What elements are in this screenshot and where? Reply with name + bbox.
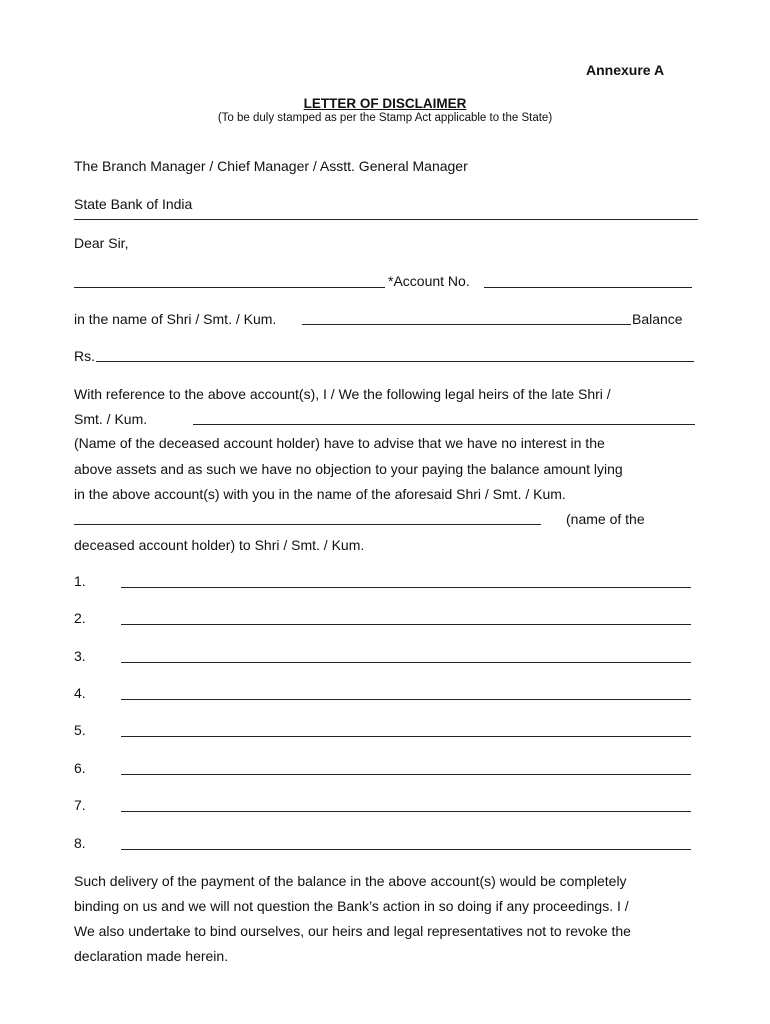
depositor-name-field[interactable] [74, 287, 385, 288]
heir-name-field[interactable] [121, 849, 691, 850]
heir-number: 7. [74, 797, 86, 813]
heir-number: 2. [74, 610, 86, 626]
body-line-6: (name of the [566, 511, 645, 527]
heir-number: 8. [74, 835, 86, 851]
heir-name-field[interactable] [121, 736, 691, 737]
heir-name-field[interactable] [121, 587, 691, 588]
heir-number: 5. [74, 722, 86, 738]
closing-line-2: binding on us and we will not question the Bank’s action in so doing if any proceedings. I / [74, 898, 629, 914]
rs-label: Rs. [74, 348, 95, 364]
heir-number: 4. [74, 685, 86, 701]
body-line-5: in the above account(s) with you in the name of the aforesaid Shri / Smt. / Kum. [74, 486, 566, 502]
balance-amount-field[interactable] [96, 361, 694, 362]
balance-label: Balance [632, 311, 683, 327]
heir-number: 1. [74, 573, 86, 589]
heir-name-field[interactable] [121, 699, 691, 700]
body-line-4: above assets and as such we have no objection to your paying the balance amount lying [74, 461, 623, 477]
name-row-label: in the name of Shri / Smt. / Kum. [74, 311, 277, 327]
heir-name-field[interactable] [121, 774, 691, 775]
closing-line-3: We also undertake to bind ourselves, our heirs and legal representatives not to revoke the [74, 923, 631, 939]
deceased-name-field[interactable] [193, 424, 695, 425]
closing-line-4: declaration made herein. [74, 948, 229, 964]
body-line-1: With reference to the above account(s), I / We the following legal heirs of the late Shri / [74, 386, 611, 402]
salutation: Dear Sir, [74, 235, 129, 251]
account-no-field[interactable] [484, 287, 692, 288]
heir-name-field[interactable] [121, 662, 691, 663]
body-line-7: deceased account holder) to Shri / Smt. / Kum. [74, 537, 365, 553]
heir-number: 3. [74, 648, 86, 664]
body-line-3: (Name of the deceased account holder) have to advise that we have no interest in the [74, 435, 605, 451]
aforesaid-name-field[interactable] [74, 524, 541, 525]
addressee-line-1: The Branch Manager / Chief Manager / Asstt. General Manager [74, 158, 468, 174]
annexure-label: Annexure A [586, 62, 665, 78]
heir-name-field[interactable] [121, 624, 691, 625]
document-subtitle: (To be duly stamped as per the Stamp Act applicable to the State) [217, 112, 553, 124]
heir-name-field[interactable] [121, 811, 691, 812]
heir-number: 6. [74, 760, 86, 776]
body-line-2: Smt. / Kum. [74, 411, 148, 427]
address-divider [74, 219, 698, 220]
document-title: LETTER OF DISCLAIMER [303, 96, 467, 111]
addressee-line-2: State Bank of India [74, 196, 193, 212]
account-holder-name-field[interactable] [302, 324, 631, 325]
account-no-label: *Account No. [388, 273, 470, 289]
closing-line-1: Such delivery of the payment of the balance in the above account(s) would be completely [74, 873, 627, 889]
